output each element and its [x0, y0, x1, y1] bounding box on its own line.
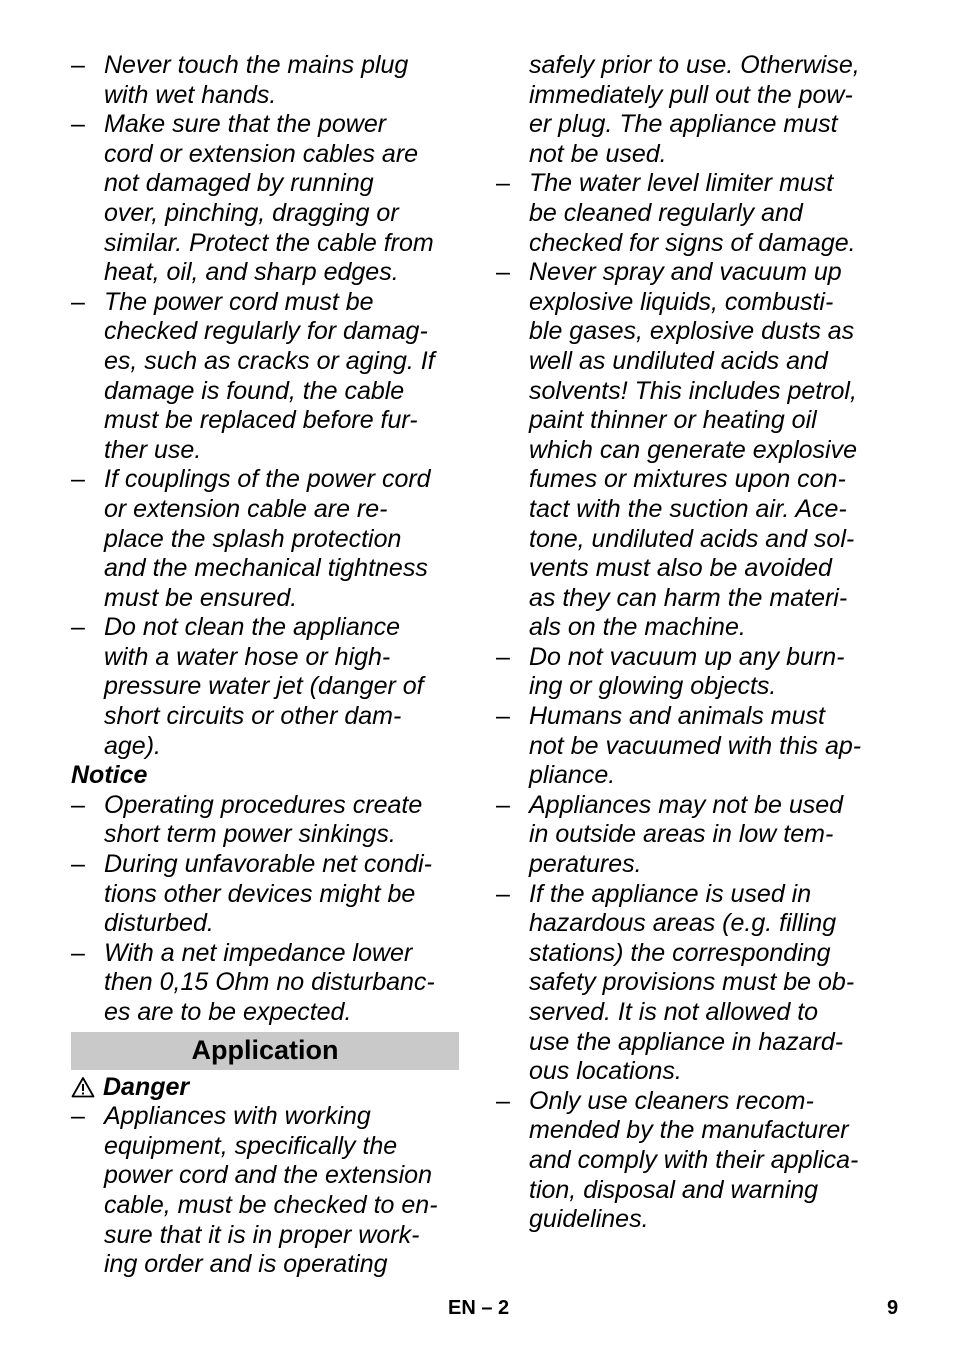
list-item-line	[71, 465, 459, 495]
list-item-line	[496, 199, 888, 229]
list-item-text: stations) the corresponding	[529, 938, 831, 967]
list-item-line	[71, 820, 459, 850]
list-item-line	[496, 554, 888, 584]
list-item-text: well as undiluted acids and	[529, 346, 828, 375]
text-line-content: er plug. The appliance must	[529, 110, 838, 139]
list-item-line	[71, 140, 459, 170]
right-column	[496, 51, 888, 1235]
text-line	[496, 110, 888, 140]
list-item-text: peratures.	[529, 850, 642, 879]
list-item-line	[71, 732, 459, 762]
list-item-text: Never touch the mains plug	[104, 51, 409, 79]
list-item-line	[496, 525, 888, 555]
list-item-line	[496, 761, 888, 791]
list-item-text: explosive liquids, combusti-	[529, 287, 834, 316]
bullet-dash: –	[496, 169, 510, 198]
list-item-text: tone, undiluted acids and sol-	[529, 524, 855, 553]
left-top-list	[71, 51, 459, 761]
list-item-text: mended by the manufacturer	[529, 1116, 849, 1145]
list-item-line	[71, 258, 459, 288]
list-item-line	[496, 1087, 888, 1117]
list-item-text: checked regularly for damag-	[104, 317, 428, 346]
list-item-line	[496, 317, 888, 347]
list-item-text: Appliances with working	[104, 1102, 371, 1131]
list-item-text: pliance.	[529, 761, 616, 790]
bullet-dash: –	[71, 51, 85, 79]
list-item-line	[71, 643, 459, 673]
list-item-text: Humans and animals must	[529, 702, 825, 731]
list-item-text: use the appliance in hazard-	[529, 1027, 844, 1056]
list-item-text: guidelines.	[529, 1205, 649, 1234]
list-item-line	[496, 850, 888, 880]
continuation-text	[496, 51, 888, 169]
list-item-line	[71, 554, 459, 584]
list-item-text: be cleaned regularly and	[529, 198, 803, 227]
list-item-text: cable, must be checked to en-	[104, 1190, 438, 1219]
list-item-line	[496, 1146, 888, 1176]
list-item-text: paint thinner or heating oil	[529, 406, 817, 435]
list-item-line	[71, 347, 459, 377]
list-item-line	[496, 613, 888, 643]
list-item-line	[71, 110, 459, 140]
list-item-line	[496, 258, 888, 288]
danger-list	[71, 1102, 459, 1280]
list-item-line	[71, 672, 459, 702]
list-item-line	[71, 880, 459, 910]
list-item-line	[496, 880, 888, 910]
list-item-line	[496, 1116, 888, 1146]
list-item-text: sure that it is in proper work-	[104, 1220, 420, 1249]
list-item-line	[71, 51, 459, 81]
list-item-text: tact with the suction air. Ace-	[529, 494, 847, 523]
text-line-content: safely prior to use. Otherwise,	[529, 51, 860, 79]
list-item-text: heat, oil, and sharp edges.	[104, 258, 399, 287]
list-item-text: over, pinching, dragging or	[104, 198, 399, 227]
list-item-line	[496, 732, 888, 762]
list-item-line	[71, 406, 459, 436]
list-item-text: ther use.	[104, 435, 202, 464]
list-item-line	[71, 1250, 459, 1280]
list-item-text: Do not vacuum up any burn-	[529, 642, 845, 671]
warning-triangle-icon	[71, 1076, 95, 1098]
list-item-line	[71, 81, 459, 111]
list-item-line	[71, 436, 459, 466]
list-item-text: tions other devices might be	[104, 879, 416, 908]
list-item-line	[496, 495, 888, 525]
text-line	[496, 140, 888, 170]
list-item-line	[71, 998, 459, 1028]
list-item-text: and comply with their applica-	[529, 1145, 859, 1174]
list-item-line	[71, 525, 459, 555]
list-item-line	[496, 288, 888, 318]
bullet-dash: –	[496, 1086, 510, 1115]
bullet-dash: –	[71, 110, 85, 139]
list-item-line	[71, 584, 459, 614]
list-item-line	[71, 199, 459, 229]
list-item-text: Make sure that the power	[104, 110, 387, 139]
list-item-text: damage is found, the cable	[104, 376, 405, 405]
list-item-line	[496, 702, 888, 732]
list-item-text: with a water hose or high-	[104, 642, 391, 671]
list-item-line	[496, 672, 888, 702]
list-item-text: equipment, specifically the	[104, 1131, 398, 1160]
list-item-text: must be ensured.	[104, 583, 298, 612]
list-item-line	[71, 791, 459, 821]
list-item-line	[496, 909, 888, 939]
list-item-line	[71, 229, 459, 259]
list-item-line	[71, 1221, 459, 1251]
list-item-line	[496, 465, 888, 495]
list-item-text: in outside areas in low tem-	[529, 820, 834, 849]
list-item-line	[496, 998, 888, 1028]
bullet-dash: –	[71, 1102, 85, 1131]
list-item-text: ble gases, explosive dusts as	[529, 317, 855, 346]
list-item-text: disturbed.	[104, 909, 214, 938]
list-item-text: ous locations.	[529, 1057, 682, 1086]
list-item-line	[71, 1102, 459, 1132]
list-item-text: With a net impedance lower	[104, 938, 413, 967]
list-item-line	[496, 436, 888, 466]
list-item-line	[496, 169, 888, 199]
bullet-dash: –	[71, 790, 85, 819]
list-item-text: pressure water jet (danger of	[104, 672, 424, 701]
list-item-line	[71, 288, 459, 318]
list-item-text: als on the machine.	[529, 613, 746, 642]
list-item-line	[71, 909, 459, 939]
list-item-line	[496, 1176, 888, 1206]
list-item-text: The power cord must be	[104, 287, 374, 316]
list-item-text: ing or glowing objects.	[529, 672, 777, 701]
list-item-text: hazardous areas (e.g. filling	[529, 909, 837, 938]
list-item-text: served. It is not allowed to	[529, 998, 819, 1026]
list-item-text: If couplings of the power cord	[104, 465, 431, 494]
list-item-text: checked for signs of damage.	[529, 228, 856, 257]
right-list	[496, 169, 888, 1234]
list-item-text: es, such as cracks or aging. If	[104, 346, 435, 375]
bullet-dash: –	[496, 642, 510, 671]
list-item-text: Do not clean the appliance	[104, 613, 401, 642]
list-item-line	[71, 1161, 459, 1191]
bullet-dash: –	[496, 702, 510, 731]
list-item-line	[71, 939, 459, 969]
list-item-text: with wet hands.	[104, 80, 277, 109]
list-item-line	[496, 643, 888, 673]
list-item-text: not be vacuumed with this ap-	[529, 731, 862, 760]
list-item-line	[71, 317, 459, 347]
list-item-text: or extension cable are re-	[104, 494, 388, 523]
text-line-content: not be used.	[529, 139, 667, 168]
list-item-text: as they can harm the materi-	[529, 583, 848, 612]
list-item-line	[496, 377, 888, 407]
list-item-line	[71, 169, 459, 199]
list-item-line	[496, 347, 888, 377]
list-item-text: Operating procedures create	[104, 790, 423, 819]
list-item-line	[71, 1191, 459, 1221]
page-number: 9	[887, 1297, 899, 1319]
list-item-line	[496, 229, 888, 259]
list-item-line	[496, 791, 888, 821]
bullet-dash: –	[496, 790, 510, 819]
text-line-content: immediately pull out the pow-	[529, 80, 853, 109]
list-item-text: es are to be expected.	[104, 998, 352, 1026]
list-item-line	[496, 1205, 888, 1235]
list-item-text: tion, disposal and warning	[529, 1175, 819, 1204]
list-item-text: power cord and the extension	[104, 1161, 432, 1190]
list-item-line	[496, 1028, 888, 1058]
list-item-text: must be replaced before fur-	[104, 406, 418, 435]
list-item-text: and the mechanical tightness	[104, 554, 428, 583]
list-item-text: Never spray and vacuum up	[529, 258, 842, 287]
list-item-text: place the splash protection	[104, 524, 402, 553]
list-item-line	[71, 968, 459, 998]
list-item-text: Only use cleaners recom-	[529, 1086, 814, 1115]
list-item-text: which can generate explosive	[529, 435, 857, 464]
list-item-text: Appliances may not be used	[529, 790, 844, 819]
list-item-text: age).	[104, 731, 161, 760]
list-item-line	[71, 495, 459, 525]
list-item-line	[71, 613, 459, 643]
notice-list	[71, 791, 459, 1028]
list-item-line	[71, 377, 459, 407]
bullet-dash: –	[71, 938, 85, 967]
list-item-text: During unfavorable net condi-	[104, 850, 432, 879]
list-item-text: short circuits or other dam-	[104, 702, 402, 731]
danger-heading	[71, 1073, 459, 1103]
bullet-dash: –	[71, 850, 85, 879]
list-item-line	[71, 850, 459, 880]
bullet-dash: –	[496, 258, 510, 287]
list-item-line	[496, 406, 888, 436]
footer-language-page: EN – 2	[448, 1297, 510, 1319]
bullet-dash: –	[496, 879, 510, 908]
list-item-text: safety provisions must be ob-	[529, 968, 855, 997]
bullet-dash: –	[71, 287, 85, 316]
list-item-text: similar. Protect the cable from	[104, 228, 434, 257]
text-line	[496, 51, 888, 81]
bullet-dash: –	[71, 613, 85, 642]
list-item-line	[496, 968, 888, 998]
text-line	[496, 81, 888, 111]
list-item-line	[496, 584, 888, 614]
list-item-text: fumes or mixtures upon con-	[529, 465, 846, 494]
list-item-line	[71, 1132, 459, 1162]
list-item-text: cord or extension cables are	[104, 139, 419, 168]
list-item-text: then 0,15 Ohm no disturbanc-	[104, 968, 435, 997]
list-item-text: vents must also be avoided	[529, 554, 832, 583]
list-item-line	[496, 820, 888, 850]
list-item-text: If the appliance is used in	[529, 879, 812, 908]
list-item-text: solvents! This includes petrol,	[529, 376, 857, 405]
section-title-application: Application	[71, 1032, 459, 1070]
list-item-line	[496, 939, 888, 969]
notice-heading: Notice	[71, 761, 148, 790]
danger-label: Danger	[103, 1072, 190, 1101]
list-item-text: The water level limiter must	[529, 169, 834, 198]
list-item-line	[71, 702, 459, 732]
bullet-dash: –	[71, 465, 85, 494]
list-item-text: short term power sinkings.	[104, 820, 396, 849]
list-item-line	[496, 1057, 888, 1087]
left-column	[71, 51, 459, 1280]
list-item-text: not damaged by running	[104, 169, 374, 198]
list-item-text: ing order and is operating	[104, 1250, 388, 1279]
